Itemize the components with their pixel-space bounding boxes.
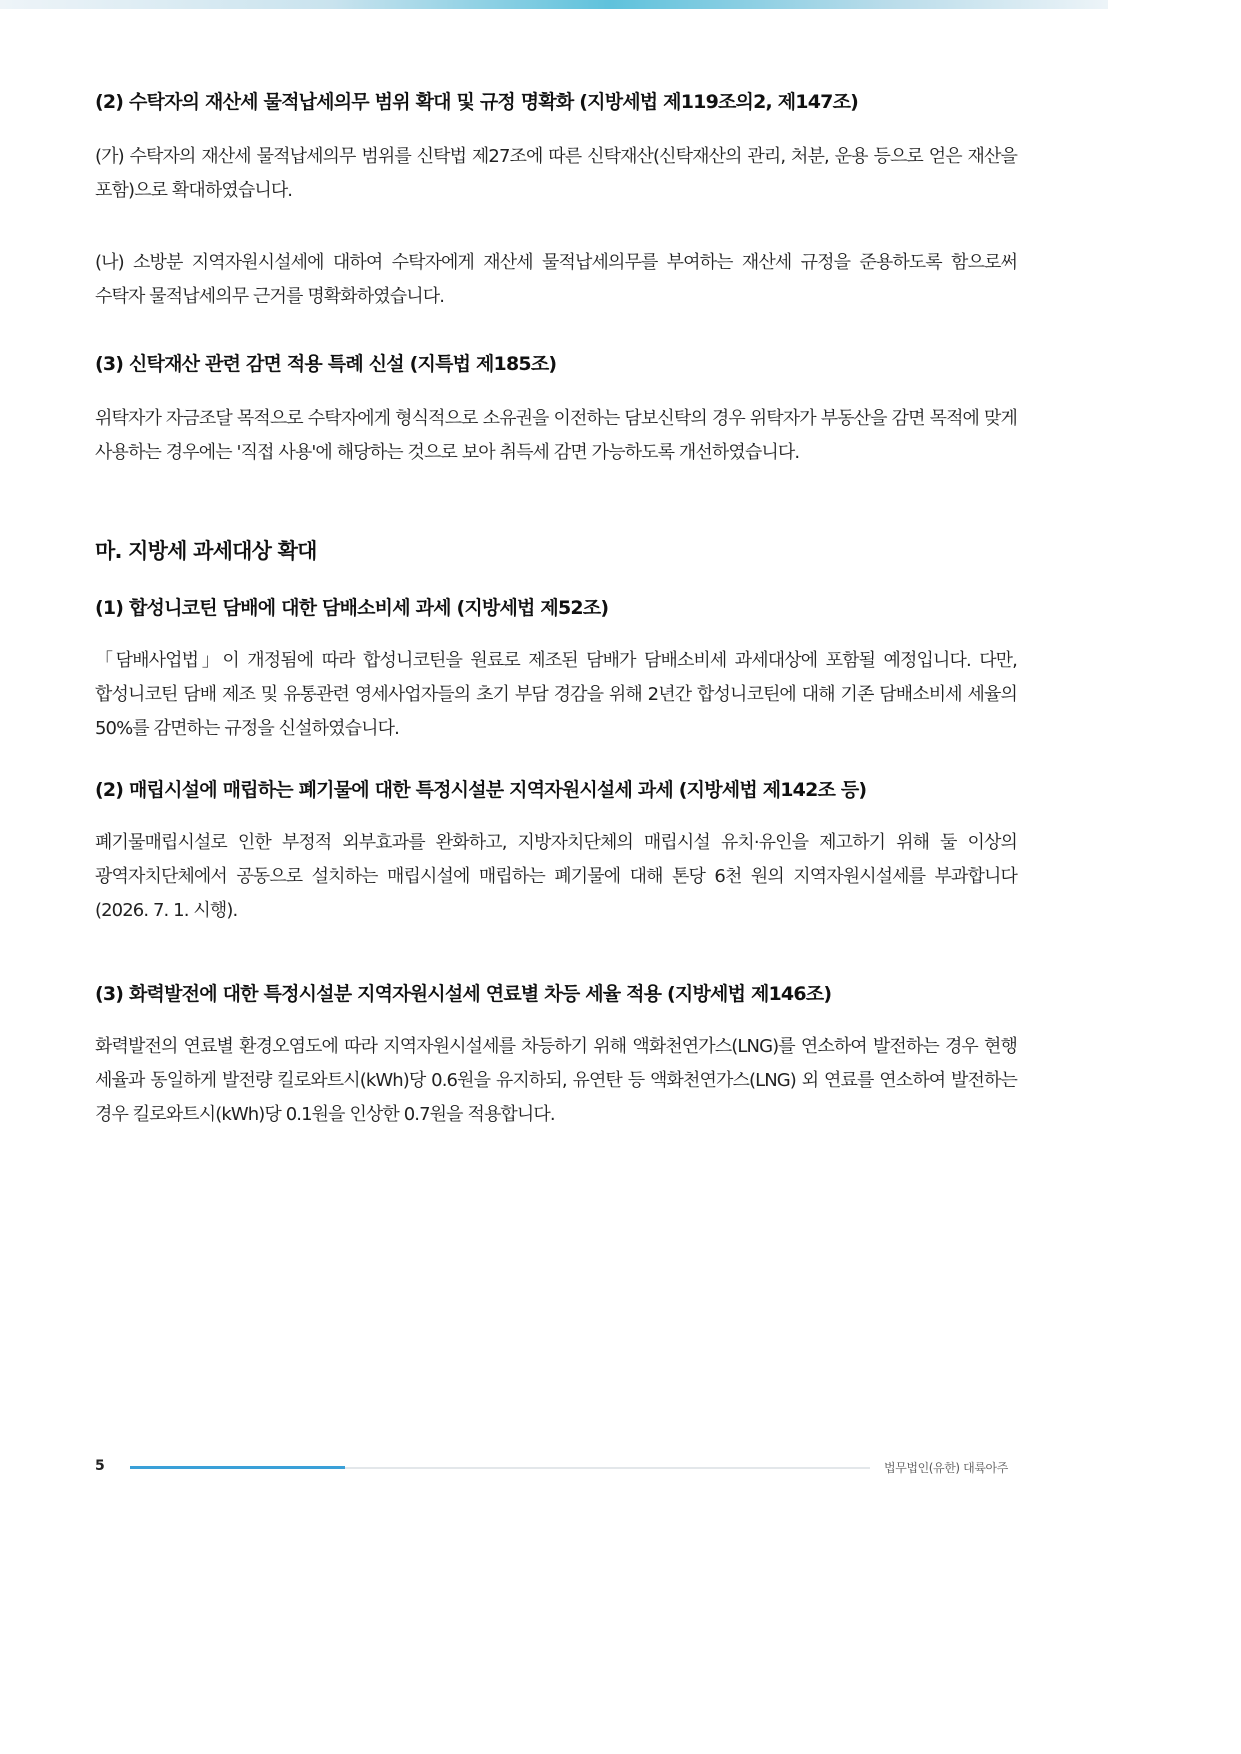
paragraph-ma-2: 폐기물매립시설로 인한 부정적 외부효과를 완화하고, 지방자치단체의 매립시설 유치·유인을 제고하기 위해 둘 이상의 광역자치단체에서 공동으로 설치하는 매립시설에 매립하는 폐기물에 대해 톤당 6천 원의 지역자원시설세를 부과합니다(2026. 7. 1. 시행). [95,832,1017,921]
section-heading-ma-2: (2) 매립시설에 매립하는 폐기물에 대한 특정시설분 지역자원시설세 과세 (지방세법 제142조 등) [95,779,867,801]
document-body [95,88,1017,1132]
firm-name: 법무법인(유한) 대륙아주 [884,1461,1008,1475]
paragraph-ma-1: 「담배사업법」이 개정됨에 따라 합성니코틴을 원료로 제조된 담배가 담배소비세 과세대상에 포함될 예정입니다. 다만, 합성니코틴 담배 제조 및 유통관련 영세사업자들의 초기 부담 경감을 위해 2년간 합성니코틴에 대해 기존 담배소비세 세율의 50%를 감면하는 규정을 신설하였습니다. [95,650,1017,739]
section-heading-3: (3) 신탁재산 관련 감면 적용 특례 신설 (지특법 제185조) [95,353,557,375]
footer-divider [130,1467,870,1469]
paragraph-ma-3: 화력발전의 연료별 환경오염도에 따라 지역자원시설세를 차등하기 위해 액화천연가스(LNG)를 연소하여 발전하는 경우 현행 세율과 동일하게 발전량 킬로와트시(kWh)당 0.6원을 유지하되, 유연탄 등 액화천연가스(LNG) 외 연료를 연소하여 발전하는 경우 킬로와트시(kWh)당 0.1원을 인상한 0.7원을 적용합니다. [95,1036,1017,1125]
page-number: 5 [95,1458,105,1474]
chapter-heading-ma: 마. 지방세 과세대상 확대 [95,539,317,563]
paragraph-2a: (가) 수탁자의 재산세 물적납세의무 범위를 신탁법 제27조에 따른 신탁재산(신탁재산의 관리, 처분, 운용 등으로 얻은 재산을 포함)으로 확대하였습니다. [95,146,1017,201]
top-gradient-band [0,0,1108,9]
section-heading-ma-3: (3) 화력발전에 대한 특정시설분 지역자원시설세 연료별 차등 세율 적용 (지방세법 제146조) [95,983,832,1005]
section-heading-ma-1: (1) 합성니코틴 담배에 대한 담배소비세 과세 (지방세법 제52조) [95,597,609,619]
paragraph-3: 위탁자가 자금조달 목적으로 수탁자에게 형식적으로 소유권을 이전하는 담보신탁의 경우 위탁자가 부동산을 감면 목적에 맞게 사용하는 경우에는 '직접 사용'에 해당하는 것으로 보아 취득세 감면 가능하도록 개선하였습니다. [95,408,1017,463]
footer-divider-accent [130,1466,345,1469]
section-heading-2: (2) 수탁자의 재산세 물적납세의무 범위 확대 및 규정 명확화 (지방세법 제119조의2, 제147조) [95,91,859,113]
paragraph-2b: (나) 소방분 지역자원시설세에 대하여 수탁자에게 재산세 물적납세의무를 부여하는 재산세 규정을 준용하도록 함으로써 수탁자 물적납세의무 근거를 명확화하였습니다. [95,252,1017,307]
